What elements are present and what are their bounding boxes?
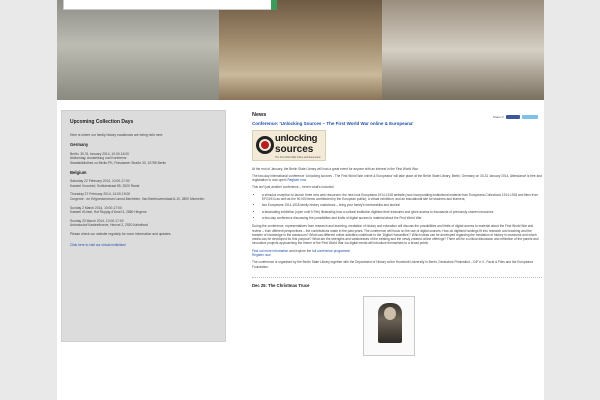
header-banner — [57, 0, 544, 100]
soldier-portrait-image — [363, 296, 415, 356]
search-input[interactable] — [63, 0, 273, 10]
register-link[interactable]: Register now — [287, 178, 307, 183]
article-paragraph: The two-day international conference 'Unlocking sources - The First World War online & Europeana' will take place at the Berlin State Library, Berlin, Germany on 30-31 January 2014. Attendance is free and registration is now open! Register now — [252, 173, 542, 183]
main-content — [252, 113, 542, 400]
article-bullets — [262, 193, 542, 220]
banner-photo-children — [382, 0, 544, 100]
event-item: Sunday 2 March 2014, 10:00-17:00 Kasteel d'Ursel, Hof Ruppig d'Ursel 3, 2880 Hingene — [70, 205, 147, 215]
logo-tagline: The First World War online and Europeana — [275, 155, 321, 159]
section-title: News — [252, 112, 267, 118]
virtual-exhibition-link[interactable]: Click here to visit our virtual exhibition! — [70, 242, 127, 247]
event-item: Berlin, 30-31 January 2014, 10:00-16:00 Aktionstag: Ausstellung und Konferenz Staatsbibliothek zu Berlin-PK, Potsdamer Straße 33, 10785 Berlin — [70, 151, 167, 165]
sidebar-title: Upcoming Collection Days — [70, 119, 134, 125]
article-paragraph: This isn't just another conference – here's what's included: — [252, 185, 335, 190]
page — [57, 0, 544, 400]
second-article-title[interactable]: Dec 25: The Christmas Truce — [252, 282, 310, 288]
list-item: • a stimulus reception to launch three new web resources: the new look Europeana 1914-1918 website (now incorporating institutional material from Europeana Collections 1914-1918 and films from EFG1914 as well as the 90,000 items contributed by the European public); a virtual exhibition; and an educational site for teachers and learners; — [262, 193, 542, 202]
event-item: Saturday 22 February 2014, 10:00-17:00 Kasteel Vroonhof, Schildestraat 89, 2520 Ranst — [70, 179, 140, 188]
article-title[interactable]: Conference: 'Unlocking Sources – The First World War online & Europeana' — [252, 121, 414, 127]
share-label: Share it! — [492, 115, 504, 119]
logo-line2: sources — [275, 143, 314, 155]
article-paragraph: The conference is organised by the Berlin State Library together with the Department of History at the Humboldt University in Berlin, Deutsches Filminstitut – DIF e.V., Facts & Files and the Europeana Foundation. — [252, 260, 533, 269]
sidebar — [61, 110, 226, 342]
sidebar-footer-text: Please check our website regularly for more information and updates. — [70, 231, 172, 236]
event-item: Thursday 27 February 2014, 14:00-19:00 Curgeme - en Erfgoedcentrum Lamot-Mechelen, Van Beethovenstraat 8-10, 2800 Mechelen — [70, 192, 205, 201]
more-info-link[interactable]: Find out more information — [252, 248, 289, 253]
sidebar-intro: Here is where our family history roadshows are being held next: — [70, 132, 163, 137]
article-paragraph: Find out more information and explore the full conference programme Register now — [252, 248, 351, 258]
list-item: • a two-day conference discussing the possibilities and limits of digital access to material about the First World War — [262, 216, 542, 220]
event-item: Sunday 23 March 2014, 10:00-17:00 Antoniushof Kasteelhoeve, Heuvel 2, 2920 Kalmthout — [70, 218, 149, 228]
search-button[interactable] — [271, 0, 277, 10]
logo-line1: unlocking — [275, 132, 318, 144]
country-heading: Germany — [70, 142, 89, 148]
share-bar — [493, 115, 538, 119]
programme-link[interactable]: full conference programme — [312, 248, 351, 253]
twitter-share-button[interactable] — [522, 115, 538, 119]
unlocking-sources-logo — [252, 130, 326, 161]
logo-dot-icon — [261, 141, 269, 149]
article-paragraph: During the conference, representatives from research and teaching, mediation of history and education will discuss the possibilities and limits of digital access to material about the First World War and review – from different perspectives – the contributions made in the past years. The conference will focus on the use of digital sources: How do digitised holdings fit into research and teaching and the transfer of knowledge in the classroom? What can different online activities contribute to the 'Digital Humanities'? Which ideas can be developed regarding the mediation of history in museums and which media can be developed for this purpose? What are the strengths and weaknesses of the existing and the newly created online offerings? There will be a critical discussion and reflection of the panels and innovative projects approaching the theme of the First World War via digital media will introduce themselves to a broad public. — [252, 224, 539, 246]
country-heading: Belgium — [70, 169, 87, 175]
list-item: • two Europeana 1914-1918 family history roadshows – bring your family's memorabilia and stories! — [262, 203, 542, 207]
banner-photo-sign — [219, 0, 382, 100]
divider — [252, 277, 542, 278]
list-item: • a fascinating exhibition (open until 9 Feb) illustrating how a cultural institution digitises their treasures and gives access to thousands of previously unseen resources — [262, 210, 542, 214]
banner-photo-soldier-map — [57, 0, 219, 100]
article-paragraph: At the end of January, the Berlin State Library will host a great event for anyone with an interest in the First World War. — [252, 166, 419, 171]
register-link[interactable]: Register now — [252, 253, 271, 258]
facebook-share-button[interactable] — [506, 115, 520, 119]
